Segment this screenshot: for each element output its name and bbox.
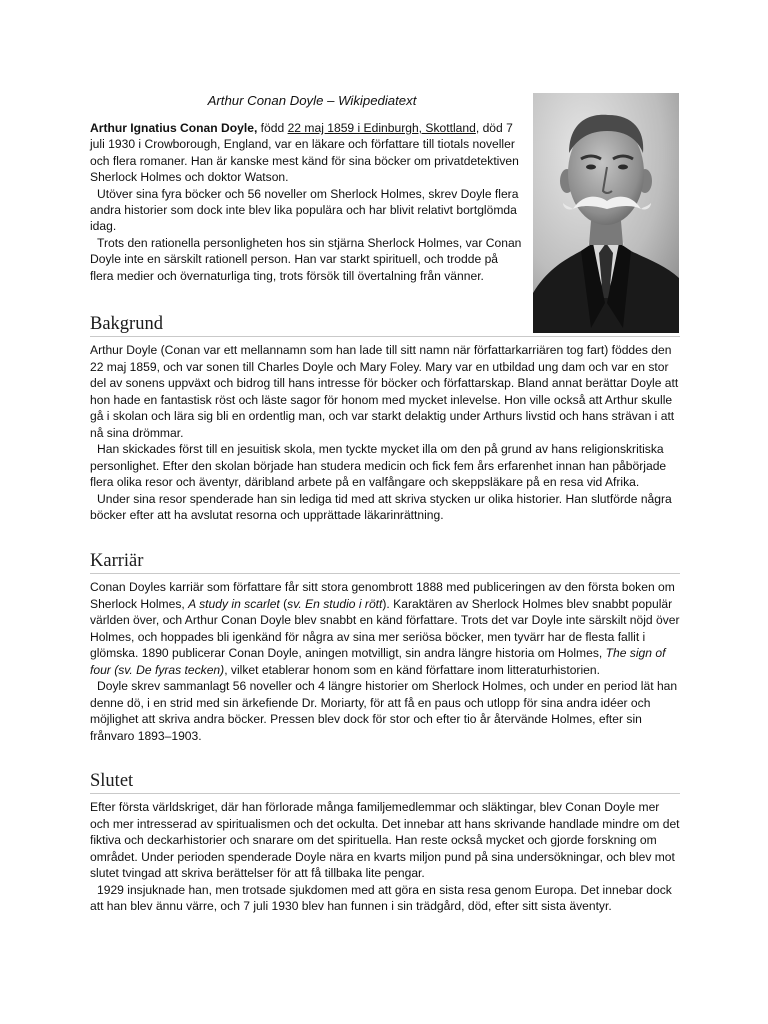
bakgrund-paragraph-2: Han skickades först till en jesuitisk skola, men tyckte mycket illa om den på grund av hans religionskritiska personlighet. Efter den skolan började han studera medicin och fick fem års erfarenhet innan han påbörjade flera olika resor och äventyr, däribland arbete på en valfångare och skeppsläkare på en resa vid Afrika. xyxy=(90,442,667,489)
intro-paragraph-1 xyxy=(90,120,524,186)
page-title: Arthur Conan Doyle – Wikipediatext xyxy=(207,93,417,108)
section-heading-karriar: Karriär xyxy=(90,550,680,574)
book-title-scarlet-sv: sv. En studio i rött xyxy=(287,596,383,611)
intro-paragraph-1-rest: , död 7 juli 1930 i Crowborough, England, var en läkare och författare till tiotals noveller och flera romaner. Han är kanske mest känd för sina böcker om privatdetektiven Sherlock Holmes och doktor Watson. xyxy=(90,121,519,185)
karriar-paragraph-1 xyxy=(90,579,680,678)
karriar-paragraph-2: Doyle skrev sammanlagt 56 noveller och 4 längre historier om Sherlock Holmes, och under en period lät han denne dö, i en strid med sin ärkefiende Dr. Moriarty, för att få en paus och utlopp för sina andra idéer och möjlighet att skriva andra böcker. Pressen blev dock för stor och efter tio år återvände Holmes, efter sin frånvaro 1893–1903. xyxy=(90,679,678,743)
subject-name: Arthur Ignatius Conan Doyle, xyxy=(90,121,258,135)
section-heading-slutet: Slutet xyxy=(90,770,680,794)
karriar-text-e: ). Karaktären av Sherlock Holmes blev snabbt populär världen över, och Arthur Conan Doyle blev snabbt en känd författare. Trots det var Doyle inte särskilt nöjd över Holmes, och hoppades bli igenkänd för några av sina mer seriösa böcker, men tyvärr har de flesta fallit i glömska. 1890 publicerar Conan Doyle, aningen motvilligt, sin andra längre historia om Holmes, xyxy=(90,596,680,660)
intro-text xyxy=(90,120,524,284)
karriar-text-c: ( xyxy=(279,596,288,611)
section-heading-bakgrund: Bakgrund xyxy=(90,313,680,337)
bakgrund-paragraph-3: Under sina resor spenderade han sin lediga tid med att skriva stycken ur olika historier. Han slutförde några böcker efter att ha avslutat resorna och upprättade läkarinrättning. xyxy=(90,491,672,522)
birth-link[interactable]: 22 maj 1859 i Edinburgh, Skottland xyxy=(287,121,476,135)
portrait-photo xyxy=(533,93,679,333)
book-title-sign-of-four: The sign of four (sv. De fyras tecken) xyxy=(90,646,666,677)
section-slutet xyxy=(90,770,680,915)
section-bakgrund xyxy=(90,313,680,524)
slutet-paragraph-2: 1929 insjuknade han, men trotsade sjukdomen med att göra en sista resa genom Europa. Det innebar dock att han blev ännu värre, och 7 juli 1930 blev han funnen i sin trädgård, död, efter sitt sista äventyr. xyxy=(90,882,672,913)
bakgrund-paragraph-1: Arthur Doyle (Conan var ett mellannamn som han lade till sitt namn när författarkarriären tog fart) föddes den 22 maj 1859, och var sonen till Charles Doyle och Mary Foley. Mary var en utbildad ung dam och var en stor del av sonens uppväxt och bidrog till hans intresse för böcker och författarskap. Bland annat berättar Doyle att hon hade en fantastisk röst och läste sagor för honom med mycket inlevelse. Hon ville också att Arthur skulle gå i skolan och lära sig bli en ordentlig man, och var starkt delaktig under Arthurs livstid och hans strävan i att nå sina drömmar. xyxy=(90,343,679,440)
born-prefix: född xyxy=(257,121,288,135)
karriar-text-a: Conan Doyles karriär som författare får sitt stora genombrott 1888 med publiceringen av den första boken om Sherlock Holmes, xyxy=(90,580,675,611)
book-title-scarlet: A study in scarlet xyxy=(188,596,280,611)
slutet-paragraph-1: Efter första världskriget, där han förlorade många familjemedlemmar och släktingar, blev Conan Doyle mer och mer intresserad av spiritualismen och det ockulta. Det innebar att hans skrivande handlade mindre om det fiktiva och deckarhistorier och snarare om det spirituella. Han reste också mycket och gjorde forskning om området. Under perioden spenderade Doyle nära en kvarts miljon pund på sina undersökningar, och blev mot slutet tvingad att skriva berättelser för att få tillbaka lite pengar. xyxy=(90,800,680,880)
section-body-slutet xyxy=(90,799,680,915)
karriar-text-g: , vilket etablerar honom som en känd författare inom litteraturhistorien. xyxy=(224,662,600,677)
section-body-karriar xyxy=(90,579,680,744)
section-karriar xyxy=(90,550,680,744)
section-body-bakgrund xyxy=(90,342,680,524)
intro-paragraph-3: Trots den rationella personligheten hos sin stjärna Sherlock Holmes, var Conan Doyle inte en särskilt rationell person. Han var starkt spirituell, och trodde på flera medier och övernaturliga ting, trots försök till övertalning från vänner. xyxy=(90,235,522,283)
intro-paragraph-2: Utöver sina fyra böcker och 56 noveller om Sherlock Holmes, skrev Doyle flera andra historier som dock inte blev lika populära och har blivit relativt bortglömda idag. xyxy=(90,186,519,234)
